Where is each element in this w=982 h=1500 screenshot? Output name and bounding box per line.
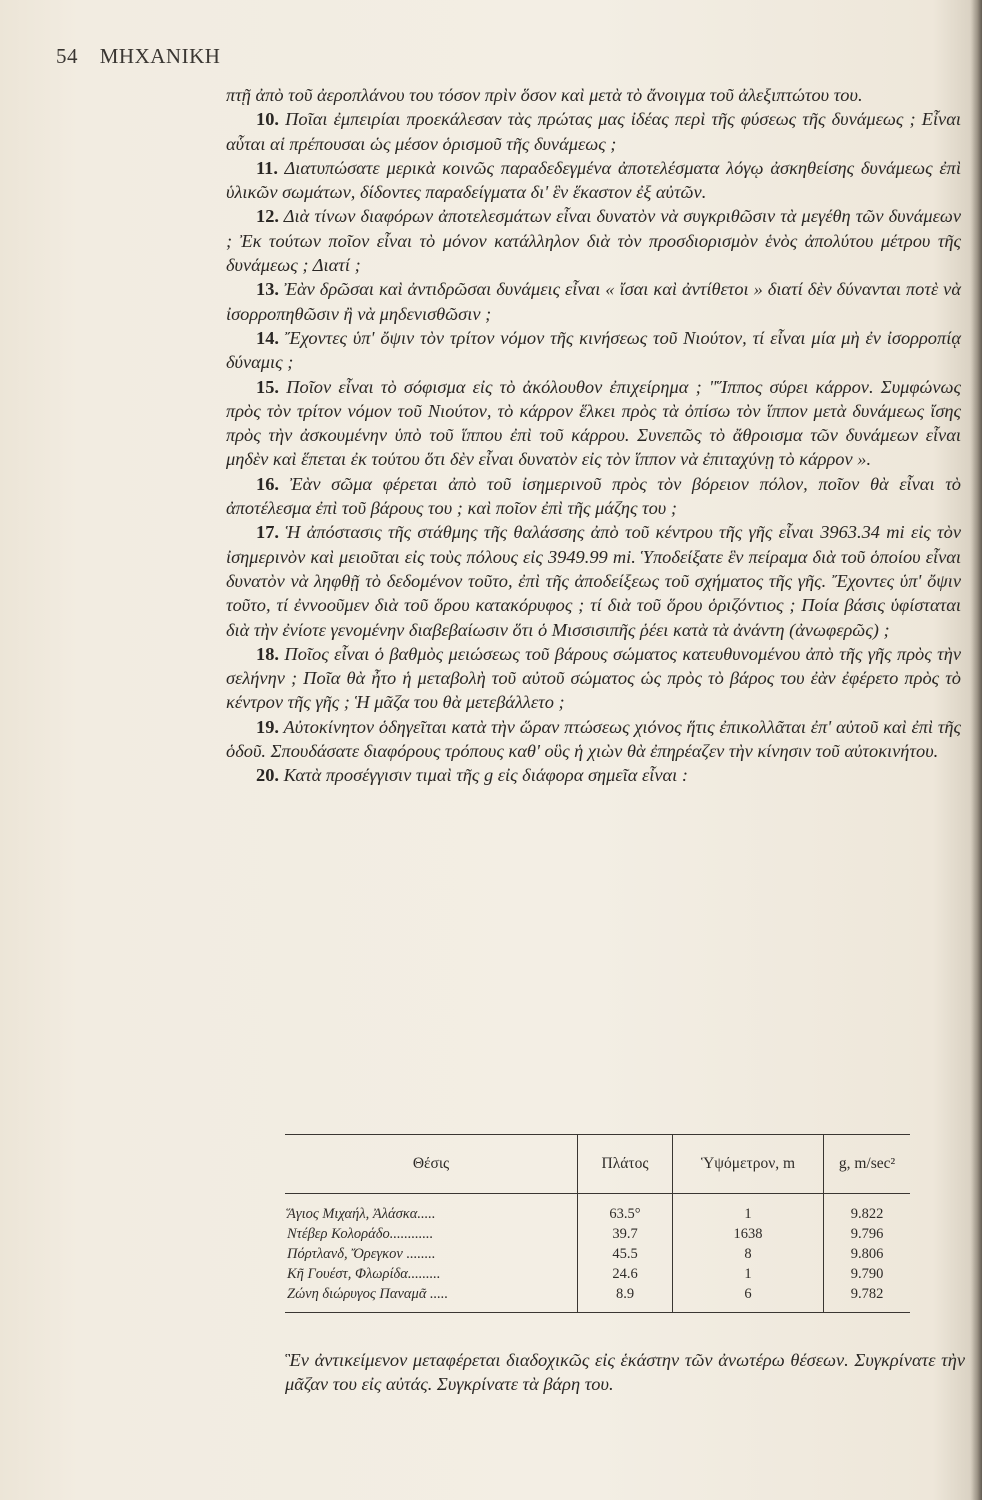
exercise-12 [226,204,961,277]
table-cell-g: 9.806 [824,1244,911,1264]
column-header-place: Θέσις [285,1135,578,1194]
column-header-latitude: Πλάτος [578,1135,673,1194]
table-row [285,1284,910,1313]
exercise-number: 12. [256,206,279,227]
paragraph-text: Ἡ ἀπόστασις τῆς στάθμης τῆς θαλάσσης ἀπὸ τοῦ κέντρου τῆς γῆς εἶναι 3963.34 mi εἰς τὸν ἰσημερινὸν καὶ μειοῦται εἰς τοὺς πόλους εἰς 3949.99 mi. Ὑποδείξατε ἓν πείραμα διὰ τοῦ ὁποίου εἶναι δυνατὸν νὰ ληφθῇ τὸ δεδομένον τοῦτο, ἐπὶ τῆς ἀποδείξεως τοῦ σχήματος τῆς γῆς. Ἔχοντες ὑπ' ὄψιν τοῦτο, τί ἐννοοῦμεν διὰ τοῦ ὅρου κατακόρυφος ; τί διὰ τοῦ ὅρου ὁριζόντιος ; Ποία βάσις ὑφίσταται διὰ τὴν ἐνίοτε γενομένην διαβεβαίωσιν ὅτι ὁ Μισσισιπῆς ῥέει κατὰ τὰ ἀνάντη (ἀνωφερῶς) ; [226,522,961,640]
table-cell-place: Ἅγιος Μιχαήλ, Ἀλάσκα..... [287,1206,436,1222]
table-cell-g: 9.782 [824,1284,911,1313]
table-cell-place: Πόρτλανδ, Ὄρεγκον ........ [287,1246,436,1262]
exercise-number: 10. [256,109,279,130]
paragraph-text: Ἔχοντες ὑπ' ὄψιν τὸν τρίτον νόμον τῆς κινήσεως τοῦ Νιούτον, τί εἶναι μία μὴ ἐν ἰσορροπίᾳ δύναμις ; [226,327,961,373]
table-note [285,1348,965,1397]
note-text: Ἓν ἀντικείμενον μεταφέρεται διαδοχικῶς εἰς ἑκάστην τῶν ἀνωτέρω θέσεων. Συγκρίνατε τὴν μᾶζαν του εἰς αὐτάς. Συγκρίνατε τὰ βάρη του. [285,1350,965,1395]
table-cell-g: 9.822 [824,1194,911,1225]
exercise-11 [226,156,961,205]
table-cell-altitude: 8 [673,1244,824,1264]
exercise-number: 13. [256,279,279,300]
running-title: ΜΗΧΑΝΙΚΗ [99,44,221,68]
paragraph-text: Ποῖαι ἐμπειρίαι προεκάλεσαν τὰς πρώτας μας ἰδέας περὶ τῆς φύσεως τῆς δυνάμεως ; Εἶναι αὗται αἱ πρέπουσαι ὡς μέσον ὁρισμοῦ τῆς δυνάμεως ; [226,109,961,154]
exercise-20 [226,763,961,787]
exercise-18 [226,642,961,715]
exercise-text [226,83,961,788]
book-gutter-shadow [970,0,982,1500]
exercise-17 [226,520,961,641]
table-cell-place: Ντέβερ Κολοράδο............ [287,1226,434,1242]
paragraph-text: Αὐτοκίνητον ὁδηγεῖται κατὰ τὴν ὥραν πτώσεως χιόνος ἥτις ἐπικολλᾶται ἐπ' αὐτοῦ καὶ ἐπὶ τῆς ὁδοῦ. Σπουδάσατε διαφόρους τρόπους καθ' οὓς ἡ χιὼν θὰ ἐπηρέαζεν τὴν κίνησιν τοῦ αὐτοκινήτου. [226,716,962,762]
exercise-number: 19. [256,716,279,737]
table-cell-altitude: 1 [673,1264,824,1284]
table-cell-latitude: 45.5 [578,1244,673,1264]
paragraph-text: Διατυπώσατε μερικὰ κοινῶς παραδεδεγμένα ἀποτελέσματα λόγῳ ἀσκηθείσης δυνάμεως ἐπὶ ὑλικῶν σωμάτων, δίδοντες παραδείγματα δι' ἓν ἕκαστον ἐξ αὐτῶν. [226,157,961,203]
page-number: 54 [56,44,78,68]
exercise-number: 18. [256,643,279,664]
paragraph-text: Ἐὰν δρῶσαι καὶ ἀντιδρῶσαι δυνάμεις εἶναι « ἴσαι καὶ ἀντίθετοι » διατί δὲν δύνανται ποτὲ νὰ ἰσορροπηθῶσιν ἢ νὰ μηδενισθῶσιν ; [226,279,961,324]
exercise-10 [226,107,961,156]
exercise-number: 11. [256,157,278,178]
paragraph-text: Ποῖον εἶναι τὸ σόφισμα εἰς τὸ ἀκόλουθον ἐπιχείρημα ; "Ἵππος σύρει κάρρον. Συμφώνως πρὸς τὸν τρίτον νόμον τοῦ Νιούτον, τὸ κάρρον ἕλκει πρὸς τὰ ὀπίσω τὸν ἵππον μετὰ δυνάμεως ἴσης πρὸς τὴν ἀσκουμένην ὑπὸ τοῦ ἵππου ἐπὶ τοῦ κάρρου. Συνεπῶς τὸ ἄθροισμα τῶν δυνάμεων εἶναι μηδὲν καὶ ἕπεται ἐκ τούτου ὅτι δὲν εἶναι δυνατὸν εἰς τὸν ἵππον νὰ ἐπιταχύνῃ τὸ κάρρον ». [226,376,961,470]
exercise-number: 15. [256,376,279,397]
exercise-19 [226,715,961,764]
exercise-number: 16. [256,473,279,494]
table-cell-g: 9.796 [824,1224,911,1244]
table-cell-latitude: 24.6 [578,1264,673,1284]
table-cell-latitude: 39.7 [578,1224,673,1244]
table-cell-latitude: 8.9 [578,1284,673,1313]
exercise-number: 20. [256,765,279,786]
table-header-row [285,1135,910,1194]
exercise-15 [226,375,961,472]
paragraph-text: πτῇ ἀπὸ τοῦ ἀεροπλάνου του τόσον πρὶν ὅσον καὶ μετὰ τὸ ἄνοιγμα τοῦ ἀλεξιπτώτου του. [226,85,863,105]
exercise-14 [226,326,961,375]
data-table [285,1134,910,1313]
paragraph-text: Κατὰ προσέγγισιν τιμαὶ τῆς g εἰς διάφορα σημεῖα εἶναι : [283,765,688,786]
table-cell-g: 9.790 [824,1264,911,1284]
exercise-number: 14. [256,327,279,348]
column-header-altitude: Ὑψόμετρον, m [673,1135,824,1194]
table-row [285,1194,910,1225]
table-cell-place: Κῆ Γουέστ, Φλωρίδα......... [287,1266,441,1282]
table-cell-place: Ζώνη διώρυγος Παναμᾶ ..... [287,1286,449,1302]
table-cell-altitude: 1 [673,1194,824,1225]
table-row [285,1264,910,1284]
paragraph-text: Διὰ τίνων διαφόρων ἀποτελεσμάτων εἶναι δυνατὸν νὰ συγκριθῶσιν τὰ μεγέθη τῶν δυνάμεων ; Ἐκ τούτων ποῖον εἶναι τὸ μόνον κατάλληλον διὰ τὸν προσδιορισμὸν ἑνὸς ἀπολύτου μέτρου τῆς δυνάμεως ; Διατί ; [226,206,962,276]
paragraph-text: Ποῖος εἶναι ὁ βαθμὸς μειώσεως τοῦ βάρους σώματος κατευθυνομένου ἀπὸ τῆς γῆς πρὸς τὴν σελήνην ; Ποῖα θὰ ἦτο ἡ μεταβολὴ τοῦ αὐτοῦ σώματος ὡς πρὸς τὸ βάρος του ἐὰν ἐφέρετο πρὸς τὸ κέντρον τῆς γῆς ; Ἡ μᾶζα του θὰ μετεβάλλετο ; [226,643,961,713]
table-cell-latitude: 63.5° [578,1194,673,1225]
paragraph-continued [226,83,961,107]
table-row [285,1244,910,1264]
paragraph-text: Ἐὰν σῶμα φέρεται ἀπὸ τοῦ ἰσημερινοῦ πρὸς τὸν βόρειον πόλον, ποῖον θὰ εἶναι τὸ ἀποτέλεσμα ἐπὶ τοῦ βάρους του ; καὶ ποῖον ἐπὶ τῆς μάζης του ; [226,473,961,519]
exercise-16 [226,472,961,521]
page-header [56,44,220,69]
gravity-table [285,1134,910,1313]
table-cell-altitude: 6 [673,1284,824,1313]
table-row [285,1224,910,1244]
column-header-g: g, m/sec² [824,1135,911,1194]
exercise-number: 17. [256,522,279,543]
exercise-13 [226,277,961,326]
table-cell-altitude: 1638 [673,1224,824,1244]
